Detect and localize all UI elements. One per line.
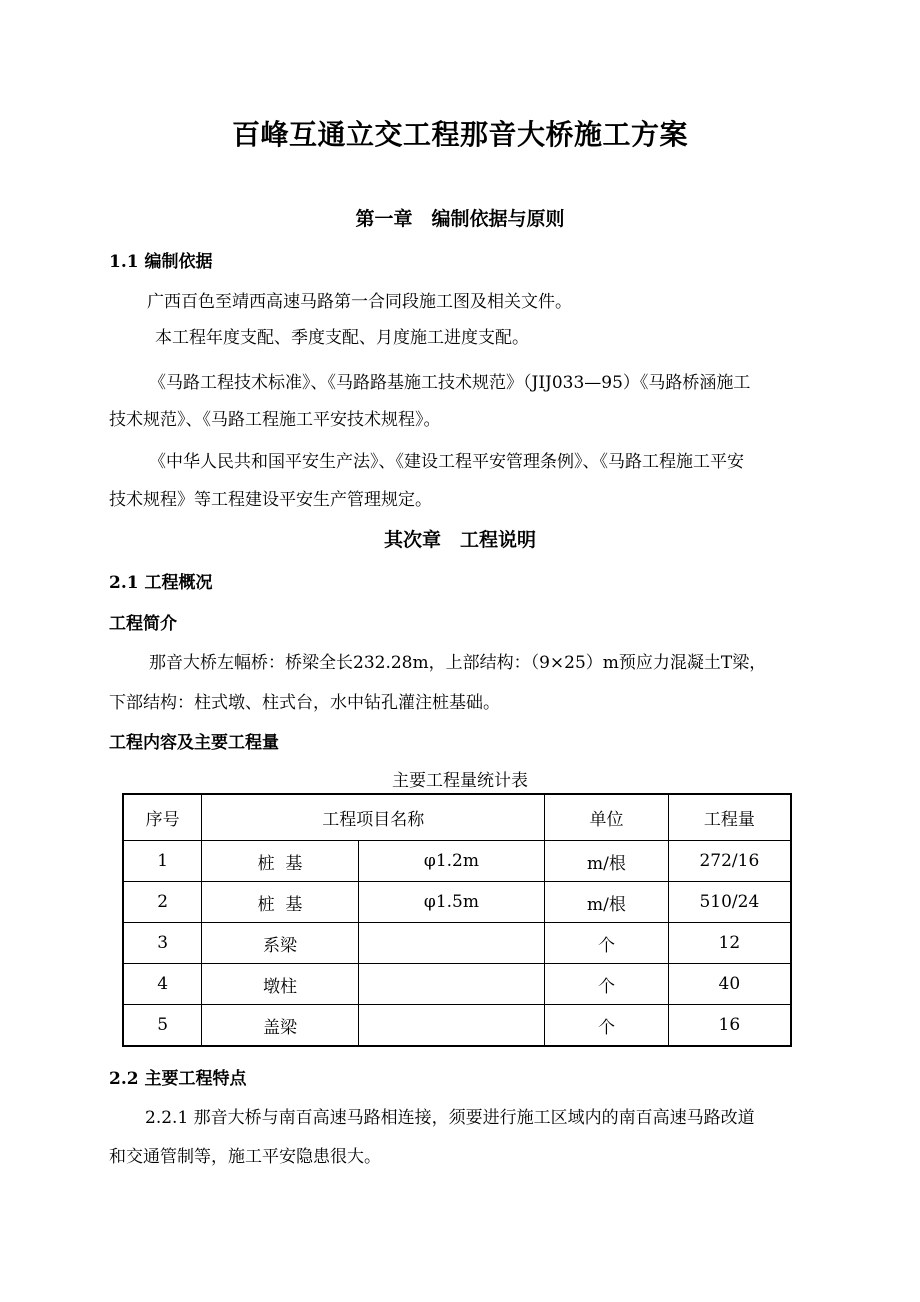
cell-quantity: 12: [668, 923, 791, 964]
paragraph-basis-4-line-1: 《中华人民共和国平安生产法》、《建设工程平安管理条例》、《马路工程施工平安: [149, 452, 744, 472]
header-unit: 单位: [545, 794, 669, 841]
cell-name: 桩 基: [202, 882, 359, 923]
paragraph-basis-3-line-2: 技术规范》、《马路工程施工平安技术规程》。: [109, 410, 441, 430]
cell-no: 2: [123, 882, 202, 923]
cell-no: 4: [123, 964, 202, 1005]
paragraph-basis-3-line-1: 《马路工程技术标准》、《马路路基施工技术规范》（JIJ033—95）《马路桥涵施工: [149, 373, 751, 393]
cell-spec: [358, 1005, 544, 1047]
paragraph-basis-4-line-2: 技术规程》等工程建设平安生产管理规定。: [109, 490, 432, 510]
table-row: [123, 923, 791, 964]
cell-no: 5: [123, 1005, 202, 1047]
section-2-1-heading: 2.1 工程概况: [109, 573, 213, 593]
section-1-1-heading: 1.1 编制依据: [109, 252, 213, 272]
chapter-2-heading: 其次章 工程说明: [383, 529, 536, 551]
section-2-2-heading: 2.2 主要工程特点: [109, 1069, 247, 1089]
cell-name: 墩柱: [202, 964, 359, 1005]
paragraph-intro-line-1: 那音大桥左幅桥：桥梁全长232.28m，上部结构：（9×25）m预应力混凝土T梁，: [149, 653, 767, 673]
subheading-scope-quantities: 工程内容及主要工程量: [109, 733, 279, 753]
cell-no: 3: [123, 923, 202, 964]
cell-unit: 个: [545, 923, 669, 964]
cell-unit: m/根: [545, 882, 669, 923]
cell-quantity: 40: [668, 964, 791, 1005]
cell-quantity: 16: [668, 1005, 791, 1047]
cell-unit: 个: [545, 1005, 669, 1047]
cell-unit: 个: [545, 964, 669, 1005]
cell-spec: φ1.5m: [358, 882, 544, 923]
cell-name: 系梁: [202, 923, 359, 964]
cell-unit: m/根: [545, 841, 669, 882]
paragraph-intro-line-2: 下部结构：柱式墩、柱式台，水中钻孔灌注桩基础。: [109, 693, 500, 713]
cell-spec: [358, 964, 544, 1005]
cell-quantity: 510/24: [668, 882, 791, 923]
subheading-project-intro: 工程简介: [109, 614, 177, 634]
header-item-name: 工程项目名称: [202, 794, 545, 841]
cell-spec: [358, 923, 544, 964]
document-title: 百峰互通立交工程那音大桥施工方案: [231, 118, 688, 151]
paragraph-basis-1: 广西百色至靖西高速马路第一合同段施工图及相关文件。: [147, 292, 572, 312]
table-row: [123, 964, 791, 1005]
cell-quantity: 272/16: [668, 841, 791, 882]
quantity-table: [122, 793, 792, 1047]
cell-name: 桩 基: [202, 841, 359, 882]
cell-name: 盖梁: [202, 1005, 359, 1047]
header-no: 序号: [123, 794, 202, 841]
cell-no: 1: [123, 841, 202, 882]
paragraph-features-line-1: 2.2.1 那音大桥与南百高速马路相连接，须要进行施工区域内的南百高速马路改道: [145, 1108, 755, 1128]
table-row: [123, 1005, 791, 1047]
chapter-1-heading: 第一章 编制依据与原则: [355, 208, 565, 230]
table-header-row: [123, 794, 791, 841]
cell-spec: φ1.2m: [358, 841, 544, 882]
paragraph-basis-2: 本工程年度支配、季度支配、月度施工进度支配。: [155, 328, 529, 348]
table-row: [123, 882, 791, 923]
table-row: [123, 841, 791, 882]
header-quantity: 工程量: [668, 794, 791, 841]
table-caption: 主要工程量统计表: [392, 771, 528, 791]
paragraph-features-line-2: 和交通管制等，施工平安隐患很大。: [109, 1147, 381, 1167]
